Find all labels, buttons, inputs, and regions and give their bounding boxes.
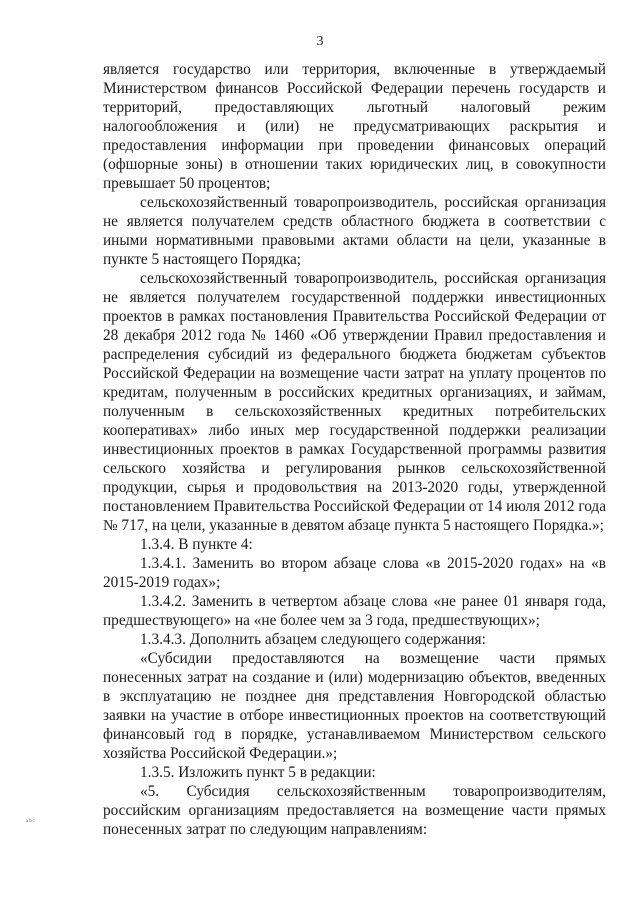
paragraph: «Субсидии предоставляются на возмещение части прямых понесенных затрат на создание и (или) модернизацию объектов, введенных в эксплуатацию не позднее дня представления Новгородской областью заявки на участие в отборе инвестиционных проектов на соответствующий финансовый год в порядке, устанавливаемом Министерством сельского хозяйства Российской Федерации.»; — [103, 650, 606, 762]
margin-mark: ᵃᵇᶜ — [26, 817, 36, 826]
paragraph: является государство или территория, включенные в утверждаемый Министерством финансов Российской Федерации перечень государств и территорий, предоставляющих льготный налоговый режим налогообложения и (или) не предусматривающих раскрытия и предоставления информации при проведении финансовых операций (офшорные зоны) в отношении таких юридических лиц, в совокупности превышает 50 процентов; — [103, 61, 606, 192]
page-number: 3 — [316, 34, 324, 49]
paragraph: 1.3.4. В пункте 4: — [140, 536, 253, 553]
paragraph: 1.3.4.3. Дополнить абзацем следующего содержания: — [140, 631, 486, 648]
paragraph: 1.3.4.1. Заменить во втором абзаце слова «в 2015-2020 годах» на «в 2015-2019 годах»; — [103, 555, 606, 591]
paragraph: «5. Субсидия сельскохозяйственным товаропроизводителям, российским организациям предоставляется на возмещение части прямых понесенных затрат по следующим направлениям: — [103, 783, 606, 838]
document-body — [103, 60, 606, 839]
paragraph: 1.3.4.2. Заменить в четвертом абзаце слова «не ранее 01 января года, предшествующего» на «не более чем за 3 года, предшествующих»; — [103, 593, 606, 629]
paragraph: 1.3.5. Изложить пункт 5 в редакции: — [140, 764, 376, 781]
paragraph: сельскохозяйственный товаропроизводитель, российская организация не является получателем государственной поддержки инвестиционных проектов в рамках постановления Правительства Российской Федерации от 28 декабря 2012 года № 1460 «Об утверждении Правил предоставления и распределения субсидий из федерального бюджета бюджетам субъектов Российской Федерации на возмещение части затрат на уплату процентов по кредитам, полученным в российских кредитных организациях, и займам, полученным в сельскохозяйственных кредитных потребительских кооперативах» либо иных мер государственной поддержки реализации инвестиционных проектов в рамках Государственной программы развития сельского хозяйства и регулирования рынков сельскохозяйственной продукции, сырья и продовольствия на 2013-2020 годы, утвержденной постановлением Правительства Российской Федерации от 14 июля 2012 года № 717, на цели, указанные в девятом абзаце пункта 5 настоящего Порядка.»; — [103, 270, 606, 534]
paragraph: сельскохозяйственный товаропроизводитель, российская организация не является получателем средств областного бюджета в соответствии с иными нормативными правовыми актами области на цели, указанные в пункте 5 настоящего Порядка; — [103, 194, 606, 268]
